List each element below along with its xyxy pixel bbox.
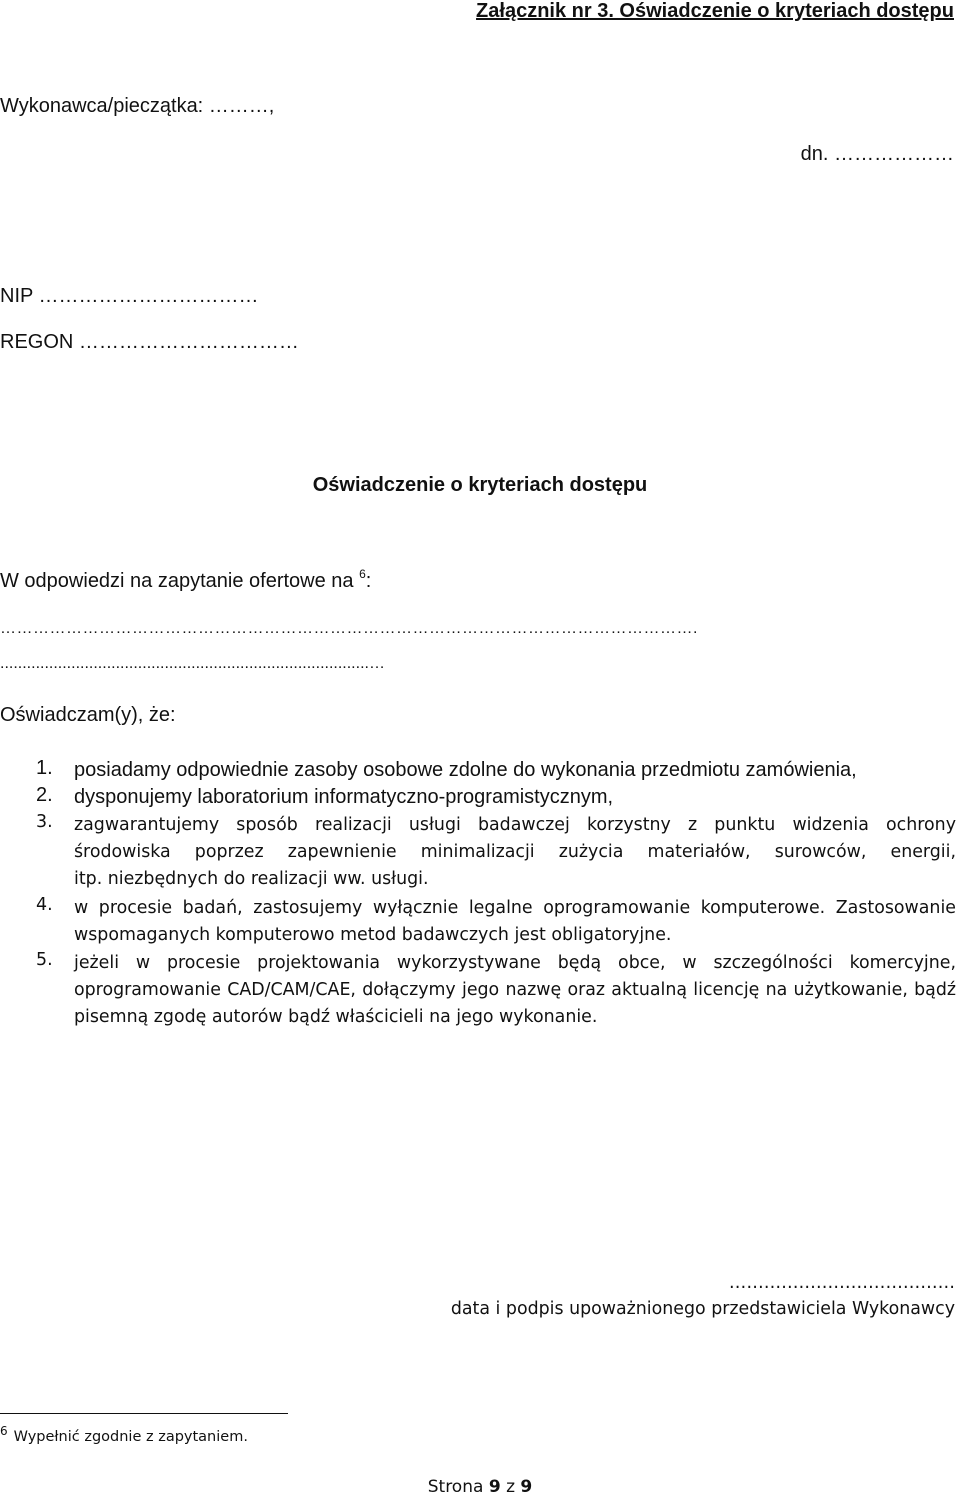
inquiry-suffix: :	[365, 570, 372, 592]
item-text	[74, 757, 956, 784]
item-line: itp. niezbędnych do realizacji ww. usługi.	[74, 869, 429, 889]
document-heading: Oświadczenie o kryteriach dostępu	[312, 474, 648, 496]
item-number: 1.	[36, 757, 53, 779]
item-line: dysponujemy laboratorium informatyczno-programistycznym,	[74, 786, 614, 808]
item-line: zagwarantujemy sposób realizacji usługi badawczej korzystny z punktu widzenia ochrony	[74, 815, 956, 835]
item-text	[74, 812, 956, 893]
page-number	[0, 1477, 960, 1497]
footnote-ref: 6	[359, 567, 366, 581]
item-number: 2.	[36, 784, 53, 806]
contractor-stamp-label: Wykonawca/pieczątka: ………,	[0, 95, 275, 117]
date-field: dn. ………………	[800, 143, 954, 165]
signature-dots: …………………………………	[728, 1273, 955, 1293]
item-line: wspomaganych komputerowo metod badawczych jest obligatoryjne.	[74, 925, 672, 945]
footnote-text: Wypełnić zgodnie z zapytaniem.	[13, 1429, 248, 1445]
inquiry-line	[0, 567, 372, 593]
attachment-title: Załącznik nr 3. Oświadczenie o kryteriach dostępu	[476, 0, 954, 22]
item-number: 4.	[36, 895, 53, 915]
footnote-number: 6	[0, 1424, 8, 1438]
declaration-intro: Oświadczam(y), że:	[0, 704, 176, 726]
inquiry-dots-2: ...................................................................................…	[0, 655, 385, 672]
page-label: Strona	[427, 1477, 484, 1497]
page-of: z	[506, 1477, 515, 1497]
item-text	[74, 950, 956, 1031]
nip-field: NIP ……………………………	[0, 285, 259, 307]
item-line: oprogramowanie CAD/CAM/CAE, dołączymy jego nazwę oraz aktualną licencję na użytkowanie, bądź	[74, 980, 956, 1000]
item-number: 5.	[36, 950, 53, 970]
item-line: jeżeli w procesie projektowania wykorzystywane będą obce, w szczególności komercyjne,	[74, 953, 956, 973]
signature-caption: data i podpis upoważnionego przedstawiciela Wykonawcy	[450, 1299, 955, 1319]
item-text	[74, 784, 956, 811]
total-pages: 9	[520, 1477, 533, 1497]
inquiry-dots-1: ……………………………………………………………………………………………………………….	[0, 620, 698, 637]
footnote-divider	[0, 1413, 288, 1414]
item-line: posiadamy odpowiednie zasoby osobowe zdolne do wykonania przedmiotu zamówienia,	[74, 759, 857, 781]
inquiry-text: W odpowiedzi na zapytanie ofertowe na	[0, 570, 354, 592]
item-number: 3.	[36, 812, 53, 832]
item-text	[74, 895, 956, 949]
item-line: środowiska poprzez zapewnienie minimalizacji zużycia materiałów, surowców, energii,	[74, 842, 956, 862]
current-page: 9	[488, 1477, 501, 1497]
item-line: w procesie badań, zastosujemy wyłącznie legalne oprogramowanie komputerowe. Zastosowanie	[74, 898, 956, 918]
footnote	[0, 1424, 248, 1445]
item-line: pisemną zgodę autorów bądź właścicieli na jego wykonanie.	[74, 1007, 598, 1027]
regon-field: REGON ……………………………	[0, 331, 299, 353]
